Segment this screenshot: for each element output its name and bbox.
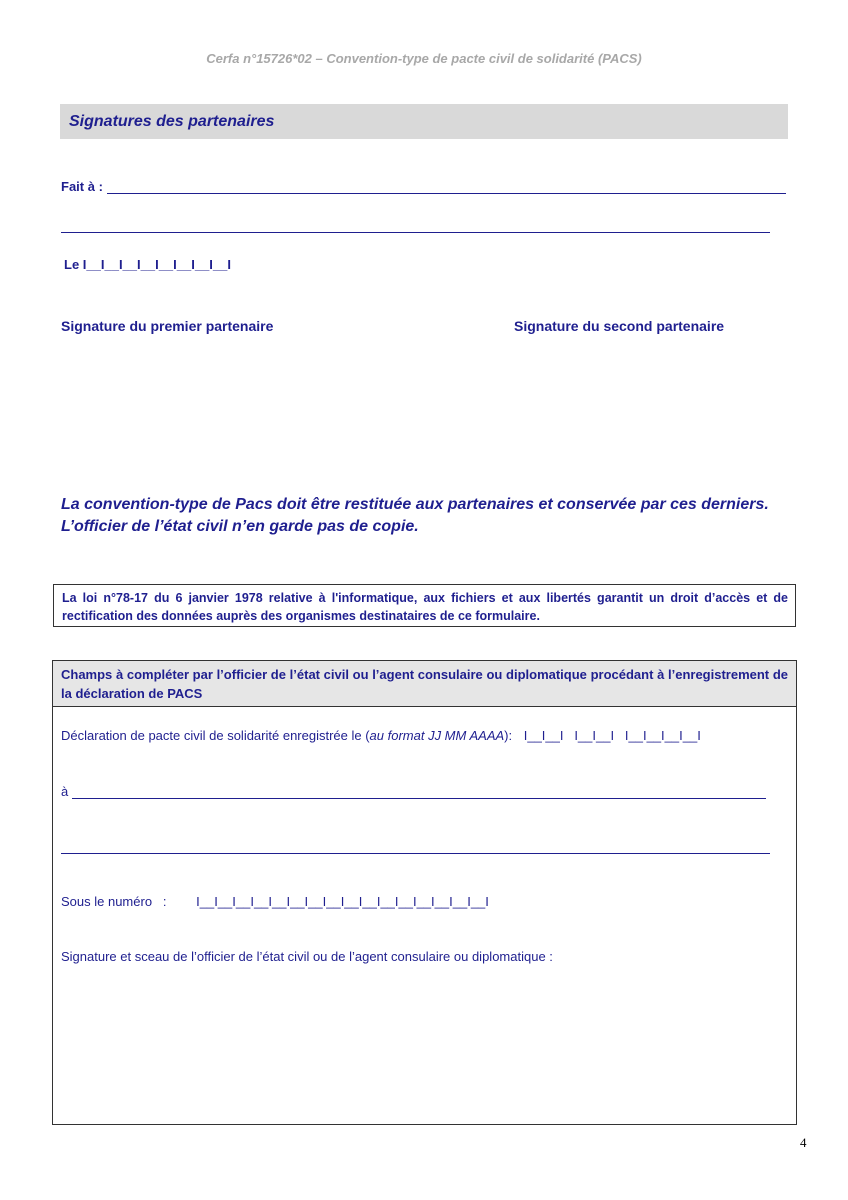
registration-number-label: Sous le numéro : [61, 894, 167, 909]
fait-a-label: Fait à : [61, 179, 103, 194]
date-field[interactable] [64, 257, 231, 272]
date-label: Le [64, 257, 80, 272]
first-partner-signature-label: Signature du premier partenaire [61, 318, 274, 334]
registration-date-boxes[interactable]: I__I__I I__I__I I__I__I__I__I [523, 728, 701, 743]
signatures-section-title: Signatures des partenaires [69, 113, 275, 130]
registration-date-label-suffix: ): [504, 728, 513, 743]
registration-date-label: Déclaration de pacte civil de solidarité enregistrée le ( [61, 728, 370, 743]
fait-a-input-line[interactable] [107, 193, 786, 194]
date-format-hint: au format JJ MM AAAA [369, 728, 505, 743]
officer-section-title: Champs à compléter par l’officier de l’état civil ou l’agent consulaire ou diplomatique procédant à l’enregistrement de la déclaration de PACS [61, 667, 788, 701]
fait-a-continuation-line[interactable] [61, 232, 770, 233]
page-number: 4 [800, 1135, 807, 1150]
registration-number-boxes[interactable]: I__I__I__I__I__I__I__I__I__I__I__I__I__I__I__I__I [196, 894, 489, 909]
retention-note-line1: La convention-type de Pacs doit être restituée aux partenaires et conservée par ces derniers. [61, 496, 769, 513]
registration-place-continuation-line[interactable] [61, 853, 770, 854]
retention-note [61, 494, 787, 538]
registration-date-field[interactable] [61, 728, 701, 743]
form-header-title: Cerfa n°15726*02 – Convention-type de pacte civil de solidarité (PACS) [206, 51, 642, 66]
officer-seal-label: Signature et sceau de l’officier de l’état civil ou de l’agent consulaire ou diplomatique : [61, 949, 553, 964]
officer-section-header [53, 661, 796, 707]
registration-place-label: à [61, 784, 69, 799]
registration-number-field[interactable] [61, 894, 489, 909]
signatures-section-header [60, 104, 788, 139]
registration-place-input-line[interactable] [72, 798, 766, 799]
privacy-law-text: La loi n°78-17 du 6 janvier 1978 relative à l'informatique, aux fichiers et aux libertés garantit un droit d’accès et de rectification des données auprès des organismes destinataires de ce formulaire. [62, 591, 788, 623]
privacy-law-notice [53, 584, 796, 627]
date-boxes[interactable]: I__I__I__I__I__I__I__I__I [82, 257, 231, 272]
retention-note-line2: L’officier de l’état civil n’en garde pas de copie. [61, 518, 419, 535]
second-partner-signature-label: Signature du second partenaire [514, 318, 725, 334]
